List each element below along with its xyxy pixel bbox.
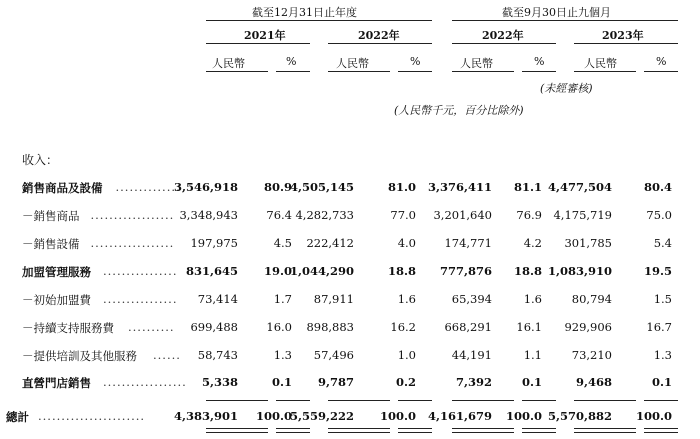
sub-rule-7 <box>574 71 636 72</box>
total-top-rule-2 <box>276 400 310 401</box>
total-2023-9m-pct: 100.0 <box>635 409 672 423</box>
row-label: －初始加盟費 <box>22 293 91 307</box>
row-leader-dots: .................. <box>103 375 187 389</box>
total-dots: ....................... <box>38 409 146 423</box>
year-2023-9m: 2023年 <box>602 29 644 42</box>
cell-2022-9m-pct: 1.6 <box>523 292 542 306</box>
cell-2022fy-pct: 18.8 <box>387 264 416 278</box>
year-2022-fy: 2022年 <box>358 29 400 42</box>
cell-2023-9m-pct: 1.3 <box>653 348 672 362</box>
sub-rule-1 <box>206 71 268 72</box>
total-top-rule-8 <box>644 400 678 401</box>
col-currency-2021: 人民幣 <box>212 57 245 70</box>
cell-2022-9m-amount: 7,392 <box>455 375 492 389</box>
cell-2021-amount: 73,414 <box>197 292 238 306</box>
total-top-rule-3 <box>328 400 390 401</box>
sub-rule-4 <box>398 71 432 72</box>
cell-2021-pct: 16.0 <box>266 320 292 334</box>
year-rule-2022-fy <box>328 43 432 44</box>
row-leader-dots: .......... <box>128 320 175 334</box>
total-bottom-rule-8 <box>644 428 678 433</box>
table-row <box>0 375 700 395</box>
cell-2023-9m-amount: 4,175,719 <box>553 208 612 222</box>
unit-note: (人民幣千元，百分比除外) <box>394 104 524 117</box>
cell-2022fy-amount: 87,911 <box>313 292 354 306</box>
cell-2021-amount: 58,743 <box>197 348 238 362</box>
table-row <box>0 320 700 340</box>
total-2022-9m-pct: 100.0 <box>505 409 542 423</box>
row-label: 加盟管理服務 <box>22 265 91 279</box>
total-2021-amount: 4,383,901 <box>173 409 238 423</box>
cell-2022-9m-pct: 4.2 <box>523 236 542 250</box>
unaudited-note: (未經審核) <box>540 82 593 95</box>
row-leader-dots: ...... <box>153 348 181 362</box>
row-leader-dots: .................. <box>90 236 175 250</box>
table-row <box>0 292 700 312</box>
cell-2021-pct: 19.0 <box>263 264 292 278</box>
cell-2022-9m-amount: 174,771 <box>444 236 492 250</box>
cell-2021-amount: 197,975 <box>190 236 238 250</box>
total-2022fy-pct: 100.0 <box>379 409 416 423</box>
cell-2022fy-amount: 1,044,290 <box>289 264 354 278</box>
cell-2021-pct: 0.1 <box>271 375 292 389</box>
cell-2022-9m-pct: 0.1 <box>521 375 542 389</box>
total-2021-pct: 100.0 <box>255 409 292 423</box>
cell-2022fy-pct: 1.0 <box>397 348 416 362</box>
cell-2022-9m-amount: 668,291 <box>444 320 492 334</box>
cell-2021-pct: 4.5 <box>273 236 292 250</box>
cell-2023-9m-amount: 929,906 <box>564 320 612 334</box>
total-top-rule-1 <box>206 400 268 401</box>
col-currency-2022-9m: 人民幣 <box>460 57 493 70</box>
cell-2022fy-pct: 77.0 <box>390 208 416 222</box>
cell-2022fy-amount: 57,496 <box>313 348 354 362</box>
cell-2022-9m-pct: 16.1 <box>516 320 542 334</box>
year-2022-9m: 2022年 <box>482 29 524 42</box>
cell-2021-amount: 5,338 <box>201 375 238 389</box>
table-row <box>0 348 700 368</box>
period-fy-rule <box>206 20 432 21</box>
total-top-rule-4 <box>398 400 432 401</box>
sub-rule-3 <box>328 71 390 72</box>
row-label: －銷售設備 <box>22 237 80 251</box>
row-leader-dots: ................ <box>103 292 178 306</box>
cell-2023-9m-amount: 1,083,910 <box>547 264 612 278</box>
row-label: 直營門店銷售 <box>22 376 91 390</box>
cell-2022-9m-pct: 18.8 <box>513 264 542 278</box>
total-bottom-rule-5 <box>452 428 514 433</box>
total-top-rule-6 <box>522 400 556 401</box>
cell-2022fy-amount: 222,412 <box>306 236 354 250</box>
total-row <box>0 409 700 429</box>
period-9m-rule <box>452 20 678 21</box>
cell-2022fy-pct: 1.6 <box>397 292 416 306</box>
cell-2022fy-amount: 9,787 <box>317 375 354 389</box>
total-top-rule-5 <box>452 400 514 401</box>
cell-2023-9m-amount: 9,468 <box>575 375 612 389</box>
col-pct-2023-9m: % <box>656 55 667 68</box>
cell-2021-pct: 1.3 <box>273 348 292 362</box>
year-rule-2021 <box>206 43 310 44</box>
table-row <box>0 236 700 256</box>
col-pct-2022-9m: % <box>534 55 545 68</box>
total-bottom-rule-3 <box>328 428 390 433</box>
row-leader-dots: .............. <box>115 180 181 194</box>
table-row <box>0 180 700 200</box>
col-pct-2021: % <box>286 55 297 68</box>
cell-2022-9m-amount: 3,376,411 <box>427 180 492 194</box>
cell-2022-9m-amount: 44,191 <box>451 348 492 362</box>
total-2023-9m-amount: 5,570,882 <box>547 409 612 423</box>
col-pct-2022-fy: % <box>410 55 421 68</box>
cell-2021-amount: 699,488 <box>190 320 238 334</box>
cell-2023-9m-amount: 4,477,504 <box>547 180 612 194</box>
cell-2021-pct: 1.7 <box>273 292 292 306</box>
total-bottom-rule-1 <box>206 428 268 433</box>
row-leader-dots: .................. <box>90 208 175 222</box>
cell-2023-9m-amount: 80,794 <box>571 292 612 306</box>
col-currency-2022-fy: 人民幣 <box>336 57 369 70</box>
cell-2022fy-pct: 0.2 <box>395 375 416 389</box>
cell-2021-amount: 3,348,943 <box>179 208 238 222</box>
cell-2022-9m-pct: 76.9 <box>516 208 542 222</box>
cell-2022-9m-amount: 777,876 <box>439 264 492 278</box>
total-top-rule-7 <box>574 400 636 401</box>
cell-2023-9m-pct: 75.0 <box>646 208 672 222</box>
cell-2022fy-amount: 4,282,733 <box>295 208 354 222</box>
period-fy-title: 截至12月31日止年度 <box>252 6 357 19</box>
row-label: －銷售商品 <box>22 209 80 223</box>
cell-2021-amount: 3,546,918 <box>173 180 238 194</box>
total-2022fy-amount: 5,559,222 <box>289 409 354 423</box>
cell-2023-9m-amount: 73,210 <box>571 348 612 362</box>
cell-2022fy-amount: 4,505,145 <box>289 180 354 194</box>
sub-rule-6 <box>522 71 556 72</box>
year-2021: 2021年 <box>244 29 286 42</box>
row-label: －提供培訓及其他服務 <box>22 349 137 363</box>
total-bottom-rule-2 <box>276 428 310 433</box>
year-rule-2022-9m <box>452 43 556 44</box>
cell-2022fy-amount: 898,883 <box>306 320 354 334</box>
cell-2022fy-pct: 81.0 <box>387 180 416 194</box>
total-bottom-rule-6 <box>522 428 556 433</box>
cell-2021-amount: 831,645 <box>185 264 238 278</box>
row-leader-dots: ................ <box>103 264 178 278</box>
table-row <box>0 208 700 228</box>
period-9m-title: 截至9月30日止九個月 <box>502 6 611 19</box>
sub-rule-8 <box>644 71 678 72</box>
cell-2022-9m-pct: 1.1 <box>523 348 542 362</box>
cell-2023-9m-pct: 5.4 <box>653 236 672 250</box>
cell-2023-9m-pct: 80.4 <box>643 180 672 194</box>
cell-2023-9m-pct: 19.5 <box>643 264 672 278</box>
cell-2022-9m-pct: 81.1 <box>513 180 542 194</box>
col-currency-2023-9m: 人民幣 <box>584 57 617 70</box>
row-label: －持續支持服務費 <box>22 321 114 335</box>
year-rule-2023-9m <box>574 43 678 44</box>
total-bottom-rule-4 <box>398 428 432 433</box>
cell-2023-9m-amount: 301,785 <box>564 236 612 250</box>
cell-2022-9m-amount: 65,394 <box>451 292 492 306</box>
cell-2022fy-pct: 4.0 <box>397 236 416 250</box>
row-label: 銷售商品及設備 <box>22 181 103 195</box>
cell-2022fy-pct: 16.2 <box>390 320 416 334</box>
table-row <box>0 264 700 284</box>
total-bottom-rule-7 <box>574 428 636 433</box>
cell-2023-9m-pct: 1.5 <box>653 292 672 306</box>
cell-2021-pct: 80.9 <box>263 180 292 194</box>
cell-2021-pct: 76.4 <box>266 208 292 222</box>
total-2022-9m-amount: 4,161,679 <box>427 409 492 423</box>
cell-2023-9m-pct: 0.1 <box>651 375 672 389</box>
section-title-revenue: 收入： <box>22 153 59 167</box>
sub-rule-5 <box>452 71 514 72</box>
sub-rule-2 <box>276 71 310 72</box>
total-label: 總計 <box>6 410 29 424</box>
cell-2023-9m-pct: 16.7 <box>646 320 672 334</box>
cell-2022-9m-amount: 3,201,640 <box>433 208 492 222</box>
